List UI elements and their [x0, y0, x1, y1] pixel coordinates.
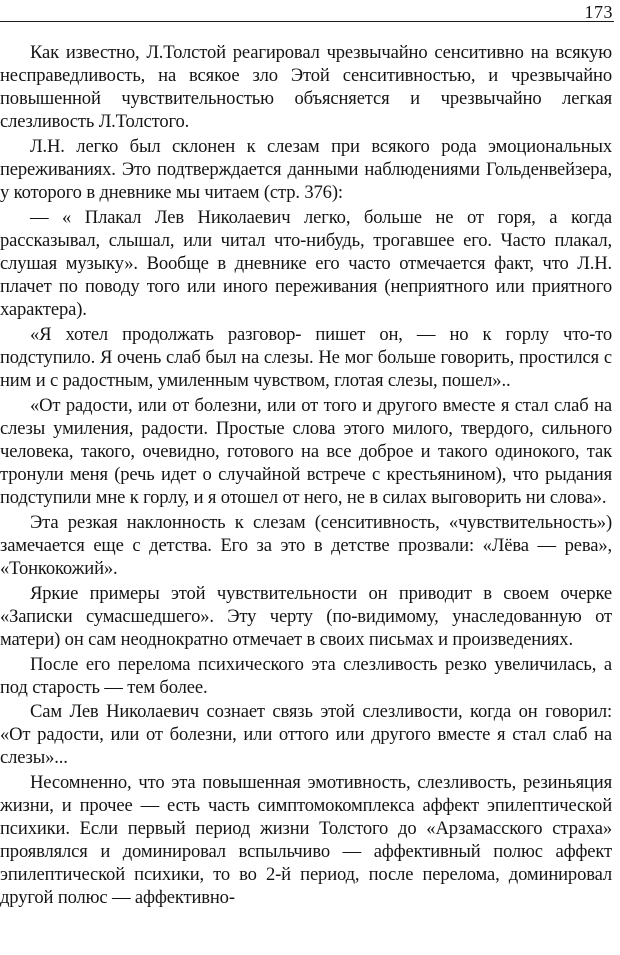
- paragraph: — « Плакал Лев Николаевич легко, больше не от горя, а когда рассказывал, слышал, или читал что-нибудь, трогавшее его. Часто плакал, слушая музыку». Вообще в дневнике его часто отмечается факт, что Л.Н. плачет по поводу того или иного переживания (неприятного или приятного характера).: [0, 207, 612, 320]
- paragraph: «Я хотел продолжать разговор- пишет он, — но к горлу что-то подступило. Я очень слаб был на слезы. Не мог больше говорить, простился с ним и с радостным, умиленным чувством, глотая слезы, пошел»..: [0, 324, 612, 391]
- header-rule: [0, 21, 614, 22]
- page-number: 173: [584, 2, 613, 22]
- paragraph: Яркие примеры этой чувствительности он приводит в своем очерке «Записки сумасшедшего». Эту черту (по-видимому, унаследованную от матери) он сам неоднократно отмечает в своих письмах и произведениях.: [0, 583, 612, 650]
- paragraph: «От радости, или от болезни, или от того и другого вместе я стал слаб на слезы умиления, радости. Простые слова этого милого, твердого, сильного человека, такого, очевидно, готового на все доброе и такого одинокого, так тронули меня (речь идет о случайной встрече с крестьянином), что рыдания подступили мне к горлу, и я отошел от него, не в силах выговорить ни слова».: [0, 395, 612, 508]
- paragraph: Несомненно, что эта повышенная эмотивность, слезливость, резиньяция жизни, и прочее — есть часть симптомокомплекса аффект эпилептической психики. Если первый период жизни Толстого до «Арзамасского страха» проявлялся и доминировал вспыльчиво — аффективный полюс аффект эпилептической психики, то во 2-й период, после перелома, доминировал другой полюс — аффективно-: [0, 772, 612, 908]
- paragraph: Л.Н. легко был склонен к слезам при всякого рода эмоциональных переживаниях. Это подтверждается данными наблюдениями Гольденвейзера, у которого в дневнике мы читаем (стр. 376):: [0, 136, 612, 203]
- paragraph: Эта резкая наклонность к слезам (сенситивность, «чувствительность») замечается еще с детства. Его за это в детстве прозвали: «Лёва — рева», «Тонкокожий».: [0, 512, 612, 579]
- paragraph: Сам Лев Николаевич сознает связь этой слезливости, когда он говорил: «От радости, или от болезни, или оттого или другого вместе я стал слаб на слезы»...: [0, 701, 612, 768]
- text-body: [0, 41, 612, 911]
- paragraph: После его перелома психического эта слезливость резко увеличилась, а под старость — тем более.: [0, 654, 612, 698]
- paragraph: Как известно, Л.Толстой реагировал чрезвычайно сенситивно на всякую несправедливость, на всякое зло Этой сенситивностью, и чрезвычайно повышенной чувствительностью объясняется и чрезвычайно легкая слезливость Л.Толстого.: [0, 42, 612, 132]
